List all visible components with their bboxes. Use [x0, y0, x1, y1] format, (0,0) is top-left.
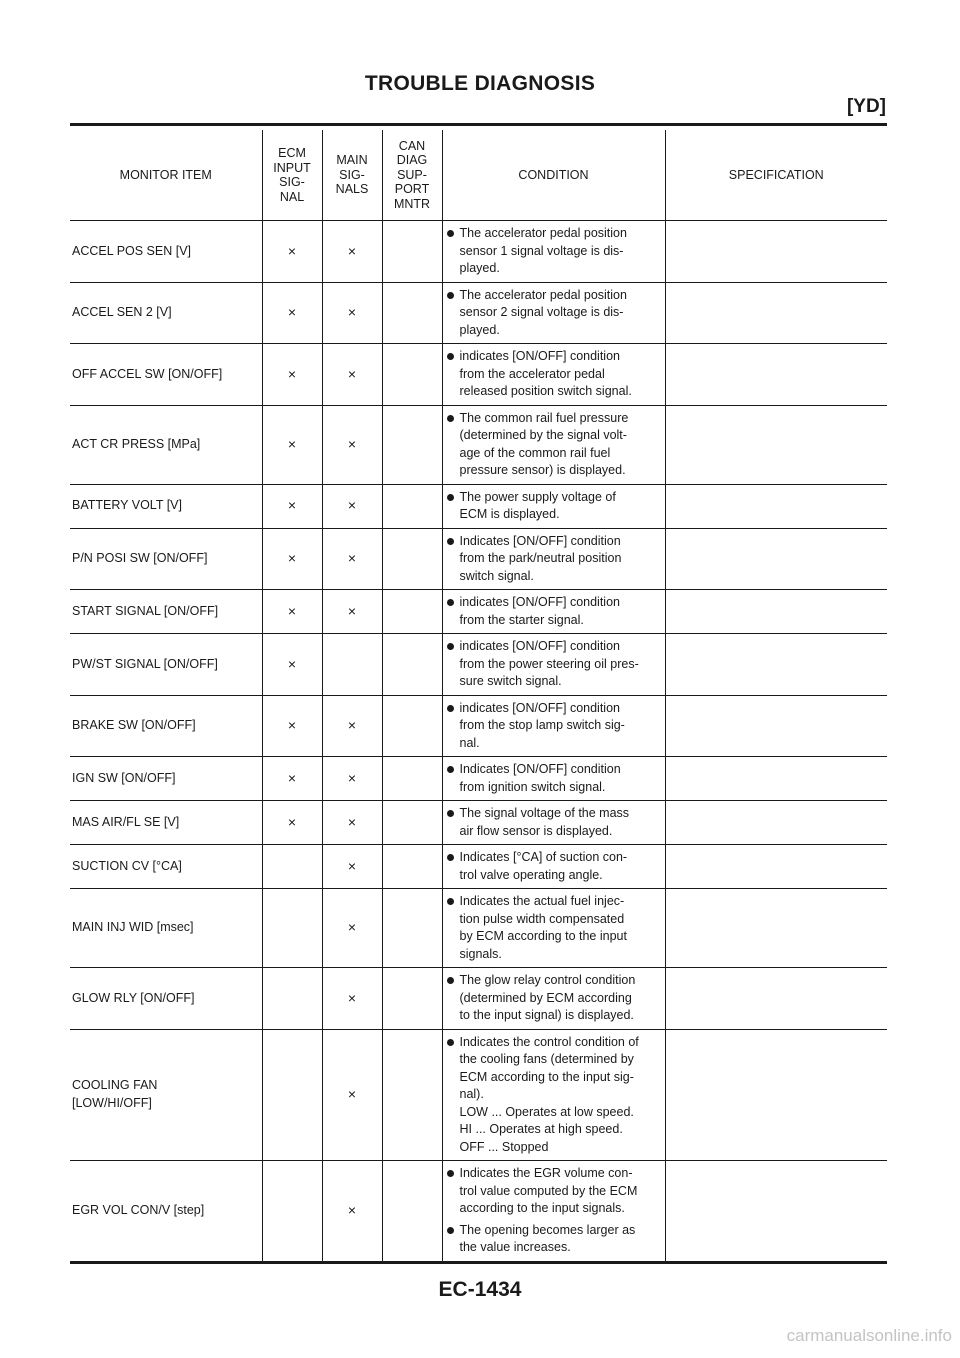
main-signals-cell: [322, 634, 382, 696]
main-signals-cell: ×: [322, 889, 382, 968]
col-header-condition: CONDITION: [442, 130, 665, 221]
main-signals-cell: ×: [322, 1029, 382, 1161]
condition-cell: [442, 405, 665, 484]
condition-cell: [442, 1161, 665, 1263]
specification-cell: [665, 484, 887, 528]
ecm-input-signal-cell: ×: [262, 634, 322, 696]
table-row: [70, 1029, 887, 1161]
can-diag-cell: [382, 590, 442, 634]
specification-cell: [665, 1029, 887, 1161]
can-diag-cell: [382, 1029, 442, 1161]
main-signals-cell: ×: [322, 968, 382, 1030]
specification-cell: [665, 845, 887, 889]
condition-cell: [442, 484, 665, 528]
bullet-icon: [447, 854, 454, 861]
monitor-item-cell: BATTERY VOLT [V]: [70, 484, 262, 528]
monitor-item-table: [70, 130, 887, 1264]
condition-cell: [442, 1029, 665, 1161]
bullet-icon: [447, 977, 454, 984]
main-signals-cell: ×: [322, 845, 382, 889]
condition-cell: [442, 801, 665, 845]
monitor-item-cell: START SIGNAL [ON/OFF]: [70, 590, 262, 634]
specification-cell: [665, 344, 887, 406]
table-row: [70, 282, 887, 344]
page-title: TROUBLE DIAGNOSIS: [364, 72, 596, 95]
monitor-item-cell: MAIN INJ WID [msec]: [70, 889, 262, 968]
main-signals-cell: ×: [322, 282, 382, 344]
header-rule: [70, 123, 887, 126]
can-diag-cell: [382, 1161, 442, 1263]
ecm-input-signal-cell: [262, 1029, 322, 1161]
table-row: [70, 1161, 887, 1263]
ecm-input-signal-cell: ×: [262, 528, 322, 590]
bullet-icon: [447, 230, 454, 237]
monitor-item-cell: GLOW RLY [ON/OFF]: [70, 968, 262, 1030]
specification-cell: [665, 695, 887, 757]
bullet-icon: [447, 1227, 454, 1234]
can-diag-cell: [382, 757, 442, 801]
can-diag-cell: [382, 889, 442, 968]
can-diag-cell: [382, 282, 442, 344]
specification-cell: [665, 1161, 887, 1263]
can-diag-cell: [382, 634, 442, 696]
section-code: [YD]: [846, 96, 886, 117]
monitor-item-cell: P/N POSI SW [ON/OFF]: [70, 528, 262, 590]
can-diag-cell: [382, 968, 442, 1030]
monitor-item-cell: PW/ST SIGNAL [ON/OFF]: [70, 634, 262, 696]
main-signals-cell: ×: [322, 757, 382, 801]
specification-cell: [665, 528, 887, 590]
monitor-item-cell: OFF ACCEL SW [ON/OFF]: [70, 344, 262, 406]
bullet-icon: [447, 705, 454, 712]
bullet-icon: [447, 538, 454, 545]
specification-cell: [665, 889, 887, 968]
bullet-icon: [447, 766, 454, 773]
can-diag-cell: [382, 221, 442, 283]
table-row: [70, 484, 887, 528]
table-row: [70, 695, 887, 757]
bullet-icon: [447, 353, 454, 360]
monitor-item-cell: SUCTION CV [°CA]: [70, 845, 262, 889]
condition-bullet: indicates [ON/OFF] condition from the accelerator pedal released position switch signal.: [445, 348, 663, 401]
can-diag-cell: [382, 344, 442, 406]
condition-cell: [442, 845, 665, 889]
ecm-input-signal-cell: [262, 1161, 322, 1263]
bullet-icon: [447, 898, 454, 905]
specification-cell: [665, 282, 887, 344]
main-signals-cell: ×: [322, 484, 382, 528]
condition-cell: [442, 968, 665, 1030]
condition-bullet: The signal voltage of the mass air flow sensor is displayed.: [445, 805, 663, 840]
condition-cell: [442, 282, 665, 344]
condition-cell: [442, 634, 665, 696]
specification-cell: [665, 221, 887, 283]
ecm-input-signal-cell: ×: [262, 282, 322, 344]
ecm-input-signal-cell: [262, 845, 322, 889]
condition-bullet: Indicates the control condition of the cooling fans (determined by ECM according to the input sig- nal). LOW ... Operates at low speed. HI ... Operates at high speed. OFF ... Stopped: [445, 1034, 663, 1157]
monitor-item-cell: ACCEL POS SEN [V]: [70, 221, 262, 283]
table-row: [70, 221, 887, 283]
table-row: [70, 634, 887, 696]
bullet-icon: [447, 494, 454, 501]
ecm-input-signal-cell: ×: [262, 484, 322, 528]
table-header-row: [70, 130, 887, 221]
col-header-can-diag-support-mntr: CAN DIAG SUP- PORT MNTR: [382, 130, 442, 221]
condition-bullet: The opening becomes larger as the value increases.: [445, 1222, 663, 1257]
specification-cell: [665, 634, 887, 696]
main-signals-cell: ×: [322, 695, 382, 757]
col-header-main-signals: MAIN SIG- NALS: [322, 130, 382, 221]
condition-bullet: indicates [ON/OFF] condition from the starter signal.: [445, 594, 663, 629]
table-row: [70, 344, 887, 406]
can-diag-cell: [382, 845, 442, 889]
condition-bullet: The accelerator pedal position sensor 2 signal voltage is dis- played.: [445, 287, 663, 340]
ecm-input-signal-cell: [262, 889, 322, 968]
condition-cell: [442, 695, 665, 757]
monitor-item-cell: ACCEL SEN 2 [V]: [70, 282, 262, 344]
condition-cell: [442, 590, 665, 634]
main-signals-cell: ×: [322, 405, 382, 484]
table-row: [70, 757, 887, 801]
specification-cell: [665, 801, 887, 845]
can-diag-cell: [382, 405, 442, 484]
table-row: [70, 405, 887, 484]
condition-bullet: Indicates [ON/OFF] condition from ignition switch signal.: [445, 761, 663, 796]
main-signals-cell: ×: [322, 528, 382, 590]
table-row: [70, 889, 887, 968]
main-signals-cell: ×: [322, 590, 382, 634]
condition-bullet: Indicates [ON/OFF] condition from the park/neutral position switch signal.: [445, 533, 663, 586]
ecm-input-signal-cell: ×: [262, 405, 322, 484]
watermark: carmanualsonline.info: [786, 1326, 952, 1345]
condition-bullet: Indicates the EGR volume con- trol value computed by the ECM according to the input signals.: [445, 1165, 663, 1218]
ecm-input-signal-cell: ×: [262, 221, 322, 283]
table-row: [70, 968, 887, 1030]
table-row: [70, 590, 887, 634]
condition-bullet: The power supply voltage of ECM is displayed.: [445, 489, 663, 524]
ecm-input-signal-cell: ×: [262, 801, 322, 845]
condition-cell: [442, 528, 665, 590]
condition-bullet: The common rail fuel pressure (determined by the signal volt- age of the common rail fuel pressure sensor) is displayed.: [445, 410, 663, 480]
condition-bullet: Indicates the actual fuel injec- tion pulse width compensated by ECM according to the input signals.: [445, 893, 663, 963]
col-header-ecm-input-signal: ECM INPUT SIG- NAL: [262, 130, 322, 221]
bullet-icon: [447, 415, 454, 422]
condition-cell: [442, 221, 665, 283]
specification-cell: [665, 757, 887, 801]
table-row: [70, 845, 887, 889]
condition-bullet: indicates [ON/OFF] condition from the power steering oil pres- sure switch signal.: [445, 638, 663, 691]
condition-bullet: The glow relay control condition (determined by ECM according to the input signal) is displayed.: [445, 972, 663, 1025]
specification-cell: [665, 968, 887, 1030]
can-diag-cell: [382, 695, 442, 757]
col-header-specification: SPECIFICATION: [665, 130, 887, 221]
page-number: EC-1434: [438, 1278, 522, 1301]
monitor-item-cell: MAS AIR/FL SE [V]: [70, 801, 262, 845]
main-signals-cell: ×: [322, 1161, 382, 1263]
condition-bullet: indicates [ON/OFF] condition from the stop lamp switch sig- nal.: [445, 700, 663, 753]
ecm-input-signal-cell: ×: [262, 695, 322, 757]
monitor-item-cell: BRAKE SW [ON/OFF]: [70, 695, 262, 757]
ecm-input-signal-cell: ×: [262, 757, 322, 801]
monitor-item-cell: IGN SW [ON/OFF]: [70, 757, 262, 801]
condition-cell: [442, 889, 665, 968]
ecm-input-signal-cell: ×: [262, 344, 322, 406]
monitor-item-cell: EGR VOL CON/V [step]: [70, 1161, 262, 1263]
main-signals-cell: ×: [322, 801, 382, 845]
specification-cell: [665, 590, 887, 634]
bullet-icon: [447, 643, 454, 650]
condition-cell: [442, 344, 665, 406]
bullet-icon: [447, 1170, 454, 1177]
monitor-item-cell: ACT CR PRESS [MPa]: [70, 405, 262, 484]
table-row: [70, 801, 887, 845]
condition-cell: [442, 757, 665, 801]
bullet-icon: [447, 1039, 454, 1046]
col-header-monitor-item: MONITOR ITEM: [70, 130, 262, 221]
main-signals-cell: ×: [322, 221, 382, 283]
bullet-icon: [447, 292, 454, 299]
main-signals-cell: ×: [322, 344, 382, 406]
can-diag-cell: [382, 801, 442, 845]
specification-cell: [665, 405, 887, 484]
condition-bullet: The accelerator pedal position sensor 1 signal voltage is dis- played.: [445, 225, 663, 278]
monitor-item-cell: COOLING FAN [LOW/HI/OFF]: [70, 1029, 262, 1161]
bullet-icon: [447, 810, 454, 817]
ecm-input-signal-cell: ×: [262, 590, 322, 634]
ecm-input-signal-cell: [262, 968, 322, 1030]
condition-bullet: Indicates [°CA] of suction con- trol valve operating angle.: [445, 849, 663, 884]
can-diag-cell: [382, 484, 442, 528]
can-diag-cell: [382, 528, 442, 590]
table-row: [70, 528, 887, 590]
bullet-icon: [447, 599, 454, 606]
